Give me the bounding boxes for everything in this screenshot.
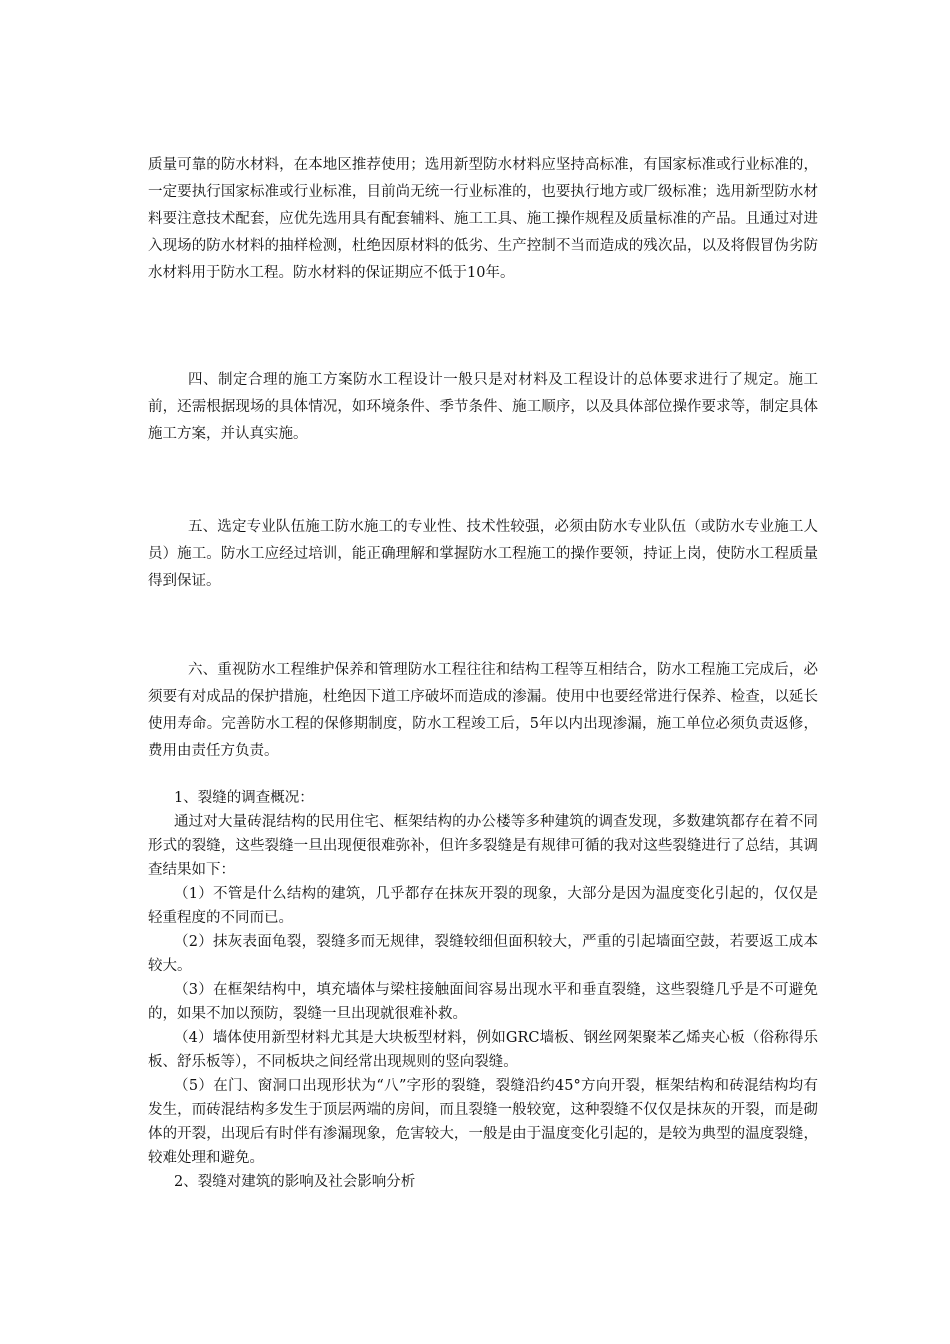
crack-heading-1: 1、裂缝的调查概况： [174,790,314,806]
crack-item: （5）在门、窗洞口出现形状为“八”字形的裂缝，裂缝沿约45°方向开裂，框架结构和砖混结构均有发生，而砖混结构多发生于顶层两端的房间，而且裂缝一般较宽，这种裂缝不仅仅是抹灰的开裂，而是砌体的开裂，出现后有时伴有渗漏现象，危害较大，一般是由于温度变化引起的，是较为典型的温度裂缝，较难处理和避免。 [148,1078,818,1166]
paragraph-intro: 质量可靠的防水材料，在本地区推荐使用；选用新型防水材料应坚持高标准，有国家标准或行业标准的，一定要执行国家标准或行业标准，目前尚无统一行业标准的，也要执行地方或厂级标准；选用新型防水材料要注意技术配套，应优先选用具有配套辅料、施工工具、施工操作规程及质量标准的产品。且通过对进入现场的防水材料的抽样检测，杜绝因原材料的低劣、生产控制不当而造成的残次品，以及将假冒伪劣防水材料用于防水工程。防水材料的保证期应不低于10年。 [148,157,818,281]
crack-item: （3）在框架结构中，填充墙体与梁柱接触面间容易出现水平和垂直裂缝，这些裂缝几乎是不可避免的，如果不加以预防，裂缝一旦出现就很难补救。 [148,982,818,1022]
section-materials [148,152,818,287]
crack-heading-2: 2、裂缝对建筑的影响及社会影响分析 [174,1174,416,1190]
section-six [148,657,818,765]
section-five [148,514,818,595]
crack-item: （2）抹灰表面龟裂，裂缝多而无规律，裂缝较细但面积较大，严重的引起墙面空鼓，若要返工成本较大。 [148,934,818,974]
crack-item: （1）不管是什么结构的建筑，几乎都存在抹灰开裂的现象，大部分是因为温度变化引起的，仅仅是轻重程度的不同而已。 [148,886,818,926]
crack-intro: 通过对大量砖混结构的民用住宅、框架结构的办公楼等多种建筑的调查发现，多数建筑都存在着不同形式的裂缝，这些裂缝一旦出现便很难弥补，但许多裂缝是有规律可循的我对这些裂缝进行了总结，其调查结果如下： [148,814,818,878]
paragraph-four: 四、制定合理的施工方案防水工程设计一般只是对材料及工程设计的总体要求进行了规定。施工前，还需根据现场的具体情况，如环境条件、季节条件、施工顺序，以及具体部位操作要求等，制定具体施工方案，并认真实施。 [148,372,818,442]
crack-item: （4）墙体使用新型材料尤其是大块板型材料，例如GRC墙板、钢丝网架聚苯乙烯夹心板（俗称得乐板、舒乐板等），不同板块之间经常出现规则的竖向裂缝。 [148,1030,818,1070]
paragraph-five: 五、选定专业队伍施工防水施工的专业性、技术性较强，必须由防水专业队伍（或防水专业施工人员）施工。防水工应经过培训，能正确理解和掌握防水工程施工的操作要领，持证上岗，使防水工程质量得到保证。 [148,519,818,589]
paragraph-six: 六、重视防水工程维护保养和管理防水工程往往和结构工程等互相结合，防水工程施工完成后，必须要有对成品的保护措施，杜绝因下道工序破坏而造成的渗漏。使用中也要经常进行保养、检查，以延长使用寿命。完善防水工程的保修期制度，防水工程竣工后，5年以内出现渗漏，施工单位必须负责返修，费用由责任方负责。 [148,662,818,759]
section-cracks [148,786,818,1194]
section-four [148,367,818,448]
